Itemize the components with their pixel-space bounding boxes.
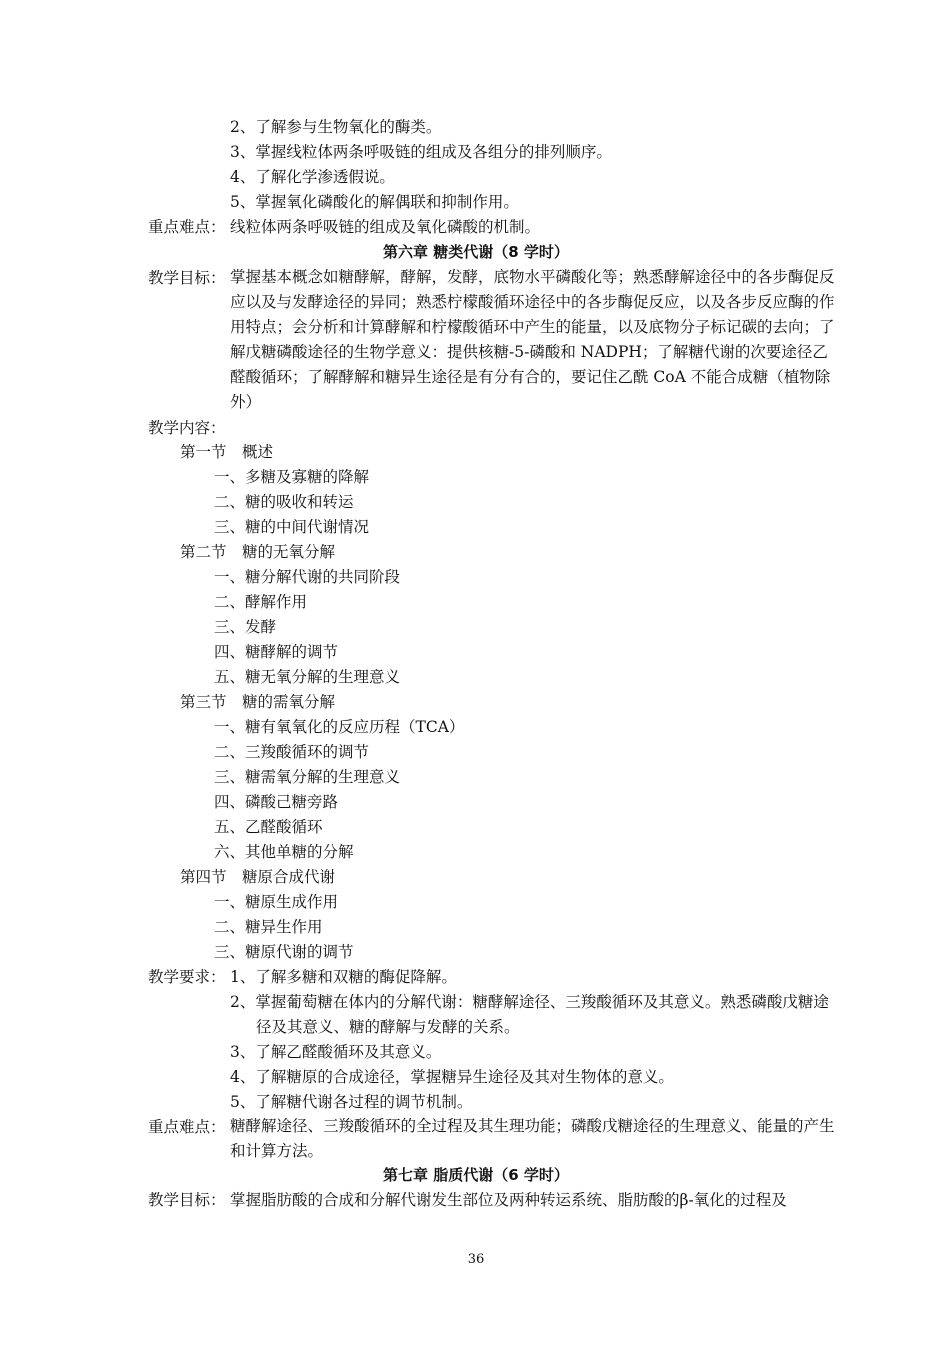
requirement-item: 4、了解糖原的合成途径，掌握糖异生途径及其对生物体的意义。 xyxy=(230,1068,674,1086)
objective-item: 4、了解化学渗透假说。 xyxy=(230,168,395,186)
requirement-item-text: 2、掌握葡萄糖在体内的分解代谢：糖酵解途径、三羧酸循环及其意义。熟悉磷酸戊糖途径及其意义、糖的酵解与发酵的关系。 xyxy=(230,993,829,1036)
section-title: 第四节 糖原合成代谢 xyxy=(180,868,336,886)
section-item: 三、糖需氧分解的生理意义 xyxy=(214,768,401,786)
section-title: 第一节 概述 xyxy=(180,443,274,461)
section-item: 四、糖酵解的调节 xyxy=(214,643,339,661)
section-item: 二、三羧酸循环的调节 xyxy=(214,743,370,761)
goal-label: 教学目标： xyxy=(148,1191,226,1209)
chapter-title: 第七章 脂质代谢（6 学时） xyxy=(383,1166,569,1184)
goal-label: 教学目标： xyxy=(148,269,226,287)
objective-item: 3、掌握线粒体两条呼吸链的组成及各组分的排列顺序。 xyxy=(230,143,612,161)
section-item: 五、糖无氧分解的生理意义 xyxy=(214,668,401,686)
objective-item: 5、掌握氧化磷酸化的解偶联和抑制作用。 xyxy=(230,193,519,211)
requirement-item: 3、了解乙醛酸循环及其意义。 xyxy=(230,1043,442,1061)
goal-text: 掌握脂肪酸的合成和分解代谢发生部位及两种转运系统、脂肪酸的β-氧化的过程及 xyxy=(230,1191,787,1209)
content-label: 教学内容： xyxy=(148,419,226,437)
section-item: 一、糖有氧氧化的反应历程（TCA） xyxy=(214,718,465,736)
chapter-title: 第六章 糖类代谢（8 学时） xyxy=(383,243,569,261)
section-item: 一、糖分解代谢的共同阶段 xyxy=(214,568,401,586)
section-item: 二、糖的吸收和转运 xyxy=(214,493,354,511)
goal-text: 掌握基本概念如糖酵解，酵解，发酵，底物水平磷酸化等；熟悉酵解途径中的各步酶促反应以及与发酵途径的异同；熟悉柠檬酸循环途径中的各步酶促反应，以及各步反应酶的作用特点；会分析和计算酵解和柠檬酸循环中产生的能量，以及底物分子标记碳的去向；了解戊糖磷酸途径的生物学意义：提供核糖-5-磷酸和 NADPH；了解糖代谢的次要途径乙醛酸循环；了解酵解和糖异生途径是有分有合的，要记住乙酰 CoA 不能合成糖（植物除外） xyxy=(230,268,835,411)
section-title: 第三节 糖的需氧分解 xyxy=(180,693,336,711)
requirement-item: 1、了解多糖和双糖的酶促降解。 xyxy=(230,968,457,986)
requirement-item xyxy=(230,990,840,1040)
section-title: 第二节 糖的无氧分解 xyxy=(180,543,336,561)
section-item: 二、酵解作用 xyxy=(214,593,308,611)
section-item: 一、糖原生成作用 xyxy=(214,893,339,911)
requirement-item: 5、了解糖代谢各过程的调节机制。 xyxy=(230,1093,473,1111)
section-item: 三、糖的中间代谢情况 xyxy=(214,518,370,536)
key-points-label: 重点难点： xyxy=(148,1118,226,1136)
key-points-label: 重点难点： xyxy=(148,218,226,236)
section-item: 二、糖异生作用 xyxy=(214,918,323,936)
requirements-label: 教学要求： xyxy=(148,968,226,986)
key-points-text: 糖酵解途径、三羧酸循环的全过程及其生理功能；磷酸戊糖途径的生理意义、能量的产生和计算方法。 xyxy=(230,1117,835,1160)
section-item: 三、发酵 xyxy=(214,618,277,636)
key-points-text: 线粒体两条呼吸链的组成及氧化磷酸的机制。 xyxy=(230,218,541,236)
section-item: 三、糖原代谢的调节 xyxy=(214,943,354,961)
page-number: 36 xyxy=(467,1252,485,1267)
section-item: 一、多糖及寡糖的降解 xyxy=(214,468,370,486)
objective-item: 2、了解参与生物氧化的酶类。 xyxy=(230,118,442,136)
section-item: 四、磷酸己糖旁路 xyxy=(214,793,339,811)
section-item: 五、乙醛酸循环 xyxy=(214,818,323,836)
section-item: 六、其他单糖的分解 xyxy=(214,843,354,861)
